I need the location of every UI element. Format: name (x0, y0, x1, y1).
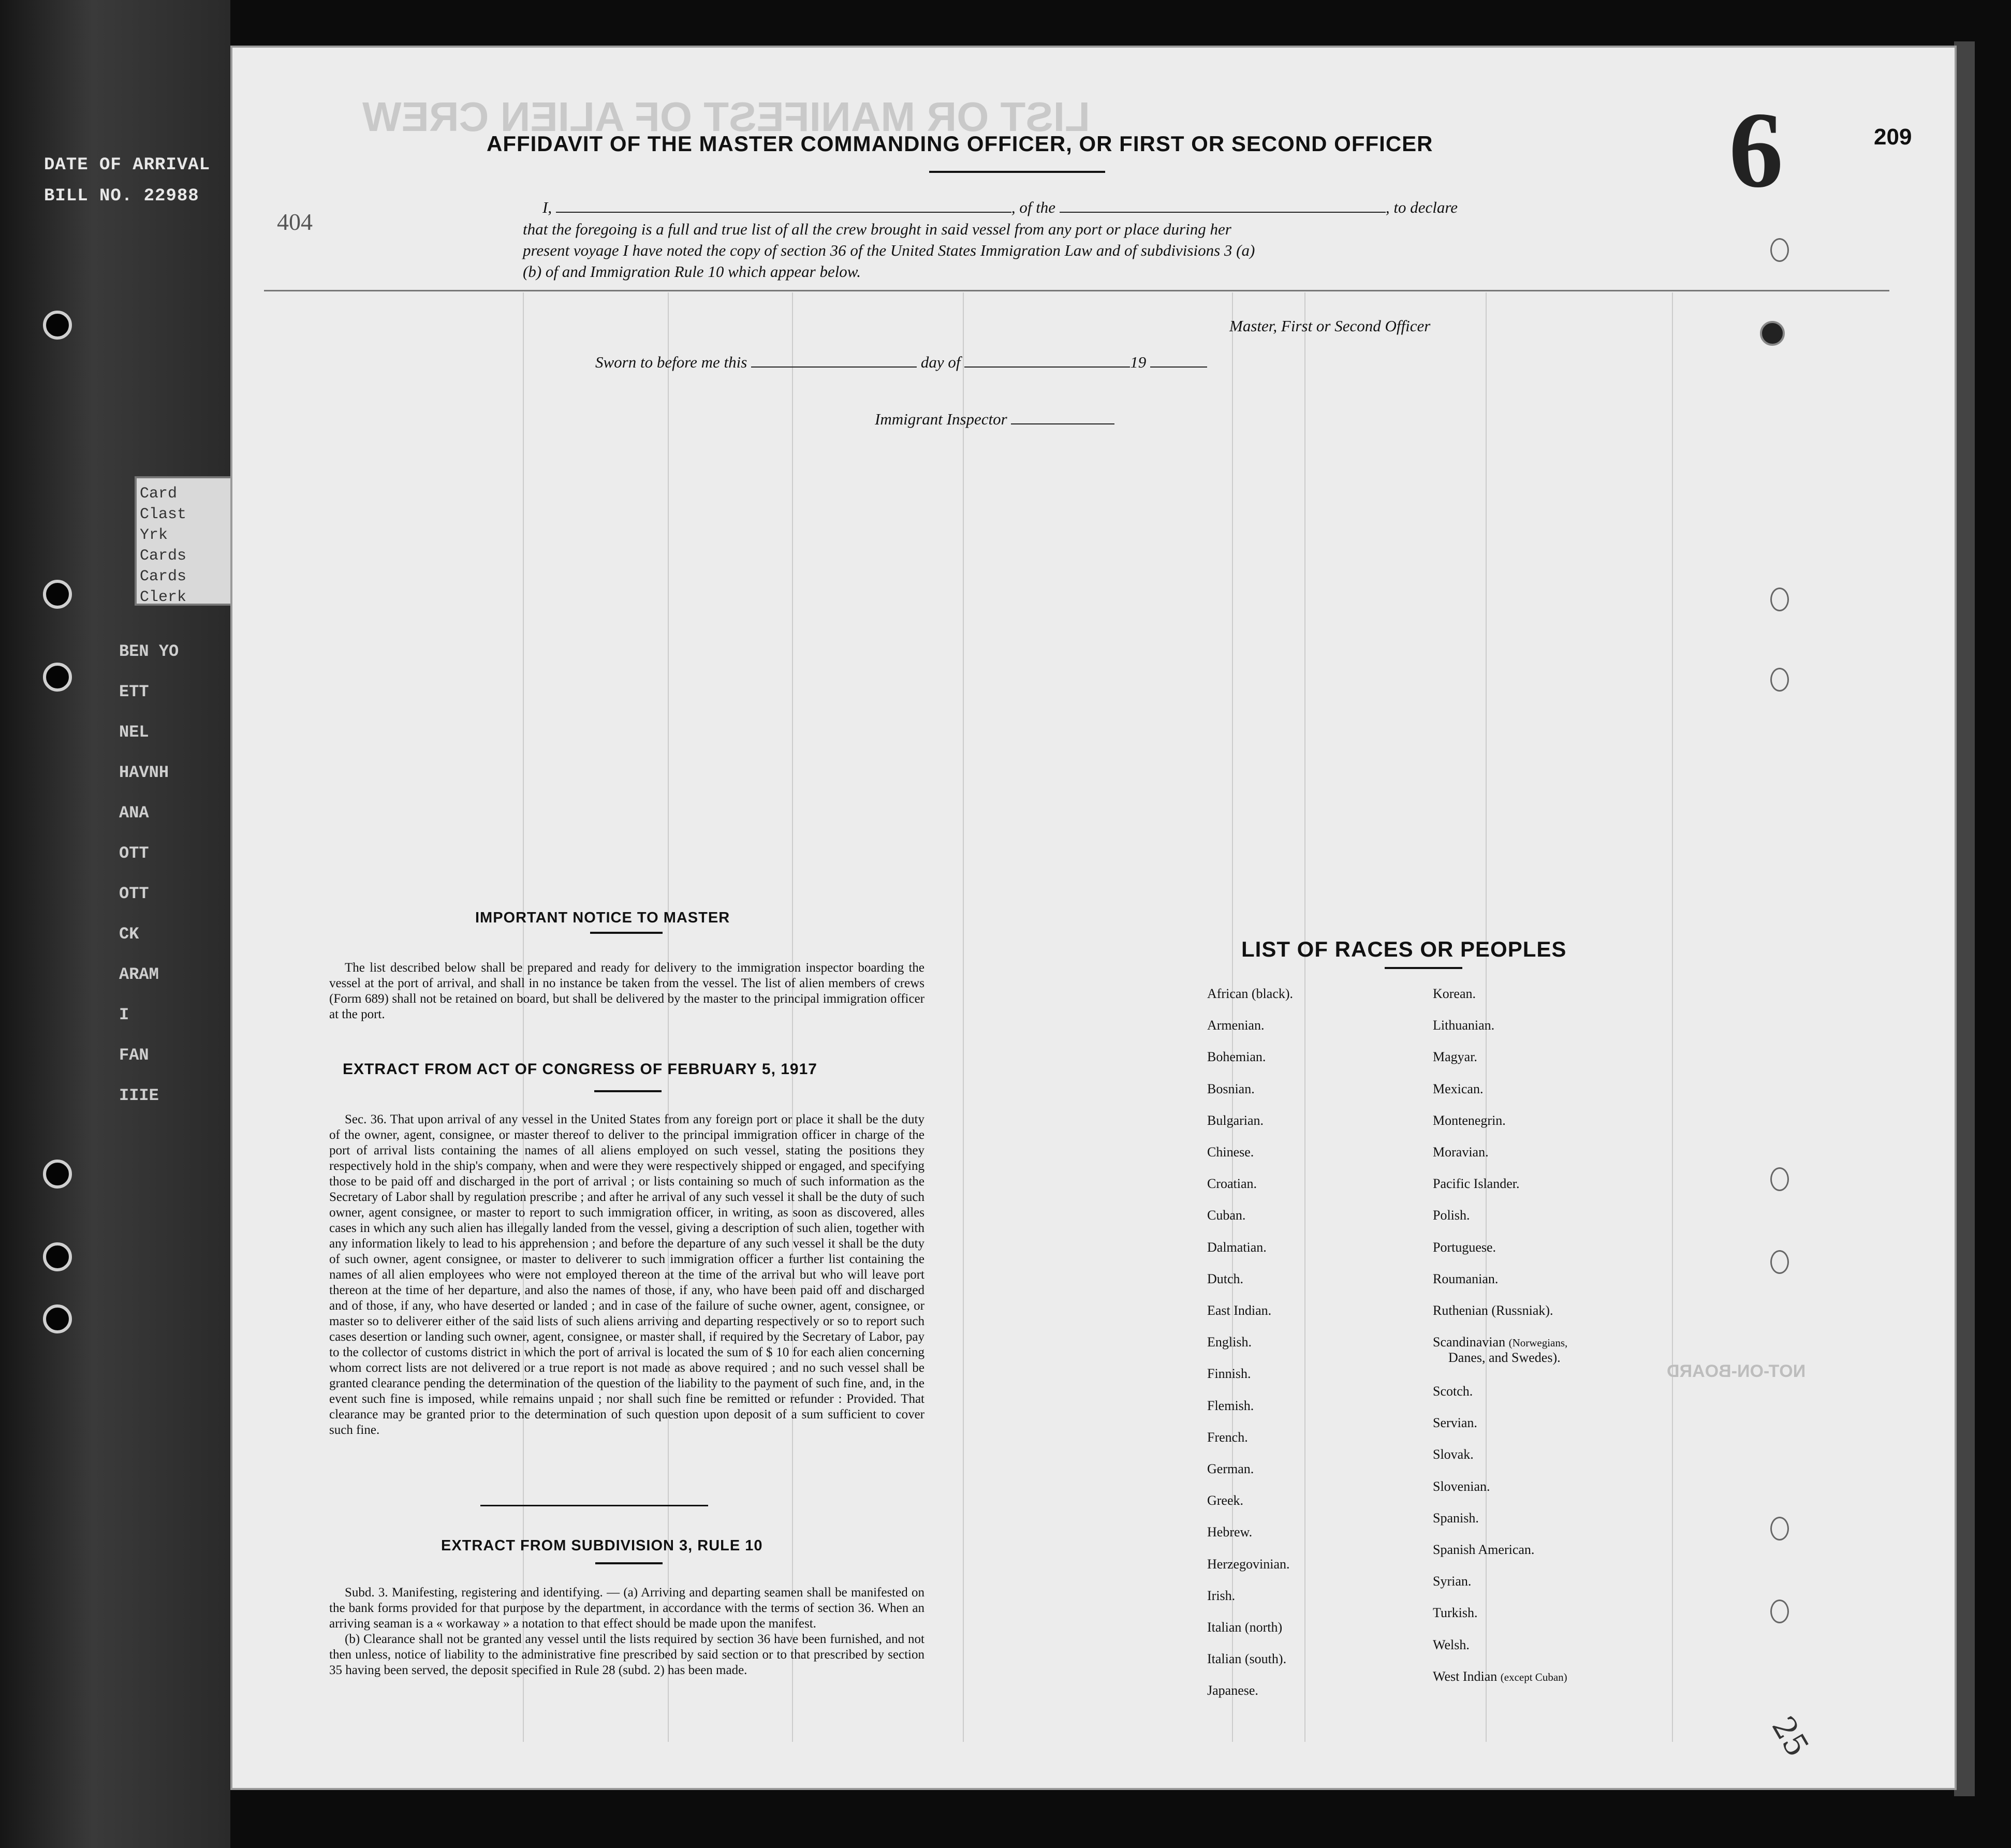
act-rule (594, 1090, 662, 1092)
year-prefix: 19 (1130, 353, 1147, 371)
binder-holes (28, 290, 60, 1739)
binder-hole-icon (43, 1242, 72, 1271)
race-item-label: Pacific Islander. (1433, 1176, 1520, 1191)
race-item (1433, 986, 1476, 1002)
race-item: Greek. (1207, 1493, 1244, 1508)
ghost-table-line (1672, 292, 1673, 1742)
race-item: Armenian. (1207, 1018, 1265, 1033)
notice-title: IMPORTANT NOTICE TO MASTER (475, 910, 730, 926)
race-item-label: Ruthenian (Russniak). (1433, 1303, 1553, 1318)
race-item: Dalmatian. (1207, 1240, 1267, 1255)
subdivision-paragraph-b: (b) Clearance shall not be granted any vessel until the lists required by section 36 have been furnished, and not then unless, notice of liability to the administrative fine prescribed by said section or to that prescribed by section 35 having been served, the deposit specified in Rule 28 (subd. 2) has been made. (329, 1632, 924, 1677)
race-item: English. (1207, 1334, 1252, 1350)
race-item: Chinese. (1207, 1145, 1254, 1160)
race-item-label: Montenegrin. (1433, 1113, 1506, 1128)
subdivision-text (329, 1585, 924, 1678)
side-stamp-line: Cards (140, 547, 187, 565)
race-item (1433, 1384, 1473, 1399)
race-item (1433, 1176, 1520, 1192)
race-item-label: Slovenian. (1433, 1479, 1490, 1494)
ring-mark-icon (1770, 1167, 1789, 1191)
race-item-label: Spanish American. (1433, 1542, 1535, 1557)
ghost-bleed-title: LIST OR MANIFEST OF ALIEN CREW (362, 94, 1090, 140)
race-note: (except Cuban) (1500, 1671, 1567, 1683)
race-item-label: Lithuanian. (1433, 1018, 1495, 1033)
affidavit-of-label: , of the (1011, 198, 1056, 216)
ghost-stamp: NOT-ON-BOARD (1667, 1361, 1806, 1381)
act-title: EXTRACT FROM ACT OF CONGRESS OF FEBRUARY 5, 1917 (343, 1061, 817, 1078)
race-item-label: Portuguese. (1433, 1240, 1496, 1255)
ring-mark-icon (1770, 238, 1789, 262)
ring-mark-icon (1770, 668, 1789, 692)
race-item: Bohemian. (1207, 1049, 1266, 1064)
race-item (1433, 1669, 1567, 1684)
race-item-label: Scotch. (1433, 1384, 1473, 1399)
subdivision-rule (595, 1562, 663, 1564)
sworn-day-blank[interactable] (751, 366, 917, 368)
affidavit-line-3: present voyage I have noted the copy of section 36 of the United States Immigration Law and of subdivisions 3 (a) (523, 241, 1255, 259)
race-item (1433, 1542, 1534, 1558)
ghost-table-line (1486, 292, 1487, 1742)
side-card-stamp (135, 476, 238, 606)
sheet-number-large: 6 (1729, 90, 1783, 210)
race-item: Dutch. (1207, 1271, 1244, 1286)
race-item: Flemish. (1207, 1398, 1254, 1413)
binder-hole-icon (43, 1304, 72, 1333)
sworn-label: Sworn to before me this (595, 353, 747, 371)
binder-hole-icon (43, 1160, 72, 1189)
side-column-text (119, 632, 228, 1116)
binder-hole-icon (1760, 321, 1785, 346)
races-rule (1385, 967, 1462, 969)
side-column-line: BEN YO (119, 642, 179, 661)
affidavit-line-2: that the foregoing is a full and true list of all the crew brought in said vessel from any port or place during her (523, 220, 1231, 238)
race-item-label: Syrian. (1433, 1574, 1472, 1589)
race-item-label: Spanish. (1433, 1510, 1479, 1526)
inspector-label: Immigrant Inspector (875, 410, 1007, 428)
race-item (1433, 1145, 1489, 1160)
side-column-line: HAVNH (119, 763, 169, 782)
race-item (1433, 1049, 1477, 1065)
side-stamp-line: Clast (140, 506, 187, 523)
race-item (1433, 1479, 1490, 1494)
race-item: Japanese. (1207, 1683, 1258, 1698)
race-item-label: Korean. (1433, 986, 1476, 1001)
affidavit-title: AFFIDAVIT OF THE MASTER COMMANDING OFFICER, OR FIRST OR SECOND OFFICER (487, 131, 1433, 156)
side-column-line: OTT (119, 844, 149, 863)
side-column-line: CK (119, 925, 139, 944)
race-item: African (black). (1207, 986, 1294, 1001)
race-item: Italian (north) (1207, 1620, 1283, 1635)
ring-mark-icon (1770, 1517, 1789, 1541)
table-top-rule (264, 290, 1889, 291)
race-item-label: Roumanian. (1433, 1271, 1499, 1286)
race-item (1433, 1271, 1498, 1287)
race-item (1433, 1574, 1471, 1589)
side-column-line: ANA (119, 803, 149, 823)
ghost-table-line (1304, 292, 1305, 1742)
affidavit-i-label: I, (542, 198, 552, 216)
sworn-year-blank[interactable] (1150, 366, 1207, 368)
race-item-label: Moravian. (1433, 1145, 1489, 1160)
notice-text (329, 960, 924, 1022)
race-note: Danes, and Swedes). (1448, 1350, 1561, 1365)
title-rule (929, 171, 1105, 173)
race-item (1433, 1510, 1479, 1526)
notice-paragraph: The list described below shall be prepared and ready for delivery to the immigration inspector boarding the vessel at the port of arrival, and shall in no instance be taken from the vessel. The list of alien members of crews (Form 689) shall not be retained on board, but shall be delivered by the master to the principal immigration officer at the port. (329, 961, 924, 1021)
vessel-blank[interactable] (1060, 212, 1386, 213)
side-column-line: FAN (119, 1046, 149, 1065)
day-of-label: day of (920, 353, 961, 371)
race-item: Italian (south). (1207, 1651, 1287, 1666)
affidavit-line-4: (b) of and Immigration Rule 10 which appear below. (523, 262, 861, 281)
binder-hole-icon (43, 580, 72, 609)
side-column-line: I (119, 1005, 129, 1024)
race-item: French. (1207, 1430, 1248, 1445)
page-number: 209 (1874, 124, 1912, 150)
ring-mark-icon (1770, 588, 1789, 611)
handwritten-number: 25 (1764, 1710, 1816, 1763)
notice-rule (590, 932, 663, 934)
affidavit-declare-label: , to declare (1385, 198, 1458, 216)
inspector-blank[interactable] (1011, 423, 1114, 424)
race-item-label: Mexican. (1433, 1081, 1484, 1096)
section-36-text (329, 1112, 924, 1438)
master-signature-label: Master, First or Second Officer (1229, 317, 1431, 335)
sheet-edge-shadow (1954, 41, 1975, 1796)
race-item: German. (1207, 1461, 1254, 1476)
side-column-line: NEL (119, 723, 149, 742)
race-item (1433, 1415, 1477, 1431)
race-item-label: Magyar. (1433, 1049, 1477, 1064)
race-item (1433, 1113, 1506, 1128)
side-column-line: IIIE (119, 1086, 159, 1105)
race-item (1433, 1303, 1553, 1318)
race-item-label: Polish. (1433, 1208, 1470, 1223)
race-item-label: West Indian (1433, 1669, 1498, 1684)
race-item (1433, 1240, 1496, 1255)
side-stamp-line: Card (140, 485, 178, 503)
race-item (1433, 1081, 1483, 1097)
ring-mark-icon (1770, 1250, 1789, 1274)
side-stamp-line: Cards (140, 568, 187, 585)
race-item-label: Servian. (1433, 1415, 1477, 1430)
binder-hole-icon (43, 663, 72, 692)
arrival-stamp (44, 155, 230, 274)
race-item (1433, 1018, 1494, 1033)
race-item: Herzegovinian. (1207, 1557, 1290, 1572)
side-column-line: ARAM (119, 965, 159, 984)
section-36-paragraph: Sec. 36. That upon arrival of any vessel in the United States from any foreign port or place it shall be the duty of the owner, agent, consignee, or master thereof to deliver to the principal immigration officer in charge of the port of arrival lists containing the names of all aliens employed on such vessel, stating the positions they respectively hold in the ship's company, when and were they were respectively shipped or engaged, and specifying those to be paid off and discharged in the port of arrival ; or lists containing so much of such information as the Secretary of Labor shall by regulation prescribe ; and after he arrival of any such vessel it shall be the duty of such owner, agent consignee, or master to report to such immigration officer, in writing, as soon as discovered, alles cases in which any such alien has illegally landed from the vessel, giving a description of such alien, together with any information likely to lead to his apprehension ; and before the departure of any such vessel it shall be the duty of such owner, agent consignee, or master to deliverer to such immigration officer a further list containing the names of all alien employees who were not employed thereon at the time of the arrival but who will leave port thereon at the time of her departure, and also the names of those, if any, who have been paid off and discharged and of those, if any, who have deserted or landed ; and in case of the failure of suche owner, agent, consignee, or master so to deliverer either of the said lists of such aliens arriving and departing respectively or so to report such cases desertion or landing such owner, agent, consignee, or master shall, if required by the Secretary of Labor, pay to the collector of customs district in which the port of arrival is located the sum of $ 10 for each alien concerning whom correct lists are not delivered or a true report is not made as above required ; and no such vessel shall be granted clearance pending the determination of the question of the liability to the payment of such fine, and, in the event such fine is imposed, while remains unpaid ; nor shall such fine be remitted or refunder : Provided. That clearance may be granted prior to the determination of such question upon deposit of a sum sufficient to cover such fine. (329, 1112, 924, 1437)
subdivision-title: EXTRACT FROM SUBDIVISION 3, RULE 10 (441, 1537, 763, 1554)
sworn-line (595, 353, 1207, 372)
side-column-line: OTT (119, 884, 149, 903)
ghost-table-line (963, 292, 964, 1742)
stamp-bill-text: BILL NO. (44, 186, 133, 206)
race-item (1433, 1605, 1477, 1621)
race-item-label: Slovak. (1433, 1447, 1474, 1462)
binder-hole-icon (43, 311, 72, 340)
race-item (1433, 1637, 1470, 1653)
race-item: Cuban. (1207, 1208, 1246, 1223)
section-end-rule (480, 1505, 708, 1506)
sworn-month-blank[interactable] (964, 366, 1130, 368)
race-item: Bosnian. (1207, 1081, 1255, 1096)
stamp-bill-number: 22988 (143, 186, 199, 206)
race-item-label: Turkish. (1433, 1605, 1478, 1620)
side-column-line: ETT (119, 682, 149, 701)
race-item: Hebrew. (1207, 1524, 1253, 1539)
stamp-date-label: DATE OF ARRIVAL (44, 155, 211, 175)
side-stamp-line: Yrk (140, 526, 168, 544)
affidavit-line-1 (542, 198, 1458, 217)
race-item-label: Scandinavian (1433, 1334, 1506, 1350)
stamp-bill-label (44, 186, 230, 206)
race-item: Bulgarian. (1207, 1113, 1264, 1128)
races-title: LIST OF RACES OR PEOPLES (1241, 937, 1567, 961)
ring-mark-icon (1770, 1600, 1789, 1623)
race-item (1433, 1447, 1474, 1462)
race-item (1433, 1334, 1567, 1350)
side-stamp-line: Clerk (140, 589, 187, 606)
race-item: Irish. (1207, 1588, 1236, 1603)
race-item: Finnish. (1207, 1366, 1251, 1381)
race-item: East Indian. (1207, 1303, 1272, 1318)
race-item-label: Welsh. (1433, 1637, 1470, 1652)
ghost-number: 404 (277, 209, 313, 235)
name-blank[interactable] (556, 212, 1011, 213)
race-item (1433, 1208, 1470, 1223)
race-note: (Norwegians, (1508, 1337, 1568, 1349)
inspector-line (875, 410, 1114, 429)
race-item: Croatian. (1207, 1176, 1257, 1191)
subdivision-paragraph-a: Subd. 3. Manifesting, registering and identifying. — (a) Arriving and departing seamen shall be manifested on the bank forms provided for that purpose by the department, in accordance with the terms of section 36. When an arriving seaman is a « workaway » a notation to that effect should be made upon the manifest. (329, 1586, 924, 1631)
